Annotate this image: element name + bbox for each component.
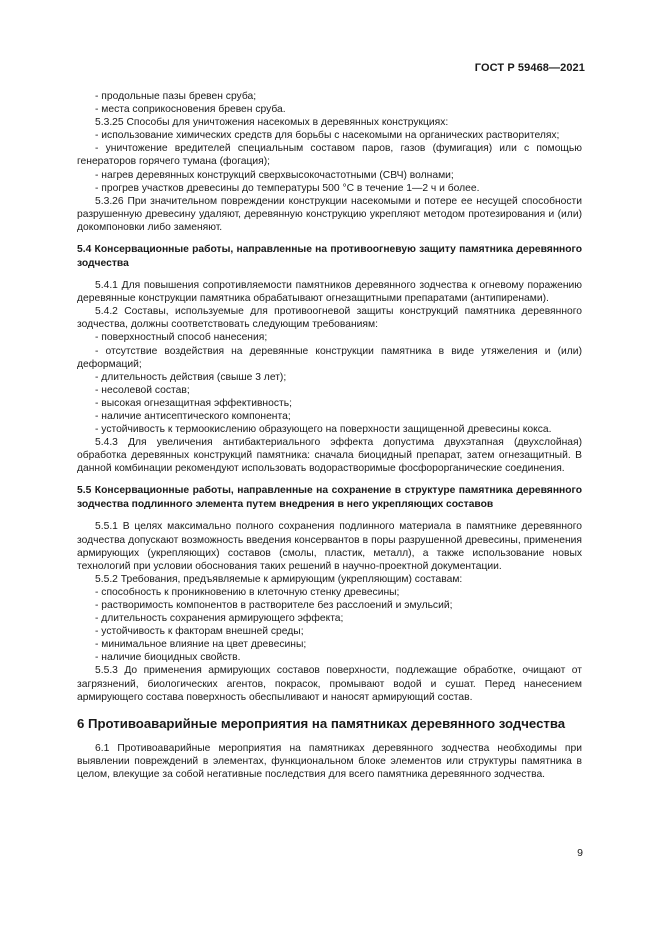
section-heading-5-4: 5.4 Консервационные работы, направленные на противоогневую защиту памятника деревянного зодчества (77, 244, 582, 269)
list-item: - устойчивость к термоокислению образующего на поверхности защищенной древесины кокса. (95, 424, 552, 436)
list-item: - использование химических средств для борьбы с насекомыми на органических растворителях; (95, 130, 560, 142)
paragraph-5-3-25: 5.3.25 Способы для уничтожения насекомых в деревянных конструкциях: (95, 117, 449, 129)
list-item: - способность к проникновению в клеточную стенку древесины; (95, 586, 400, 598)
list-item: - поверхностный способ нанесения; (95, 332, 268, 344)
paragraph-5-4-1: 5.4.1 Для повышения сопротивляемости памятников деревянного зодчества к огневому поражению деревянные конструкции памятника обрабатывают огнезащитными препаратами (антипиренами). (77, 280, 582, 305)
page-number: 9 (577, 847, 583, 859)
list-item: - места соприкосновения бревен сруба. (95, 104, 286, 116)
list-item: - прогрев участков древесины до температуры 500 °С в течение 1—2 ч и более. (95, 182, 480, 194)
paragraph-5-5-3: 5.5.3 До применения армирующих составов поверхности, подлежащие обработке, очищают от загрязнений, биологических агентов, покрасок, промывают водой и сушат. Перед нанесением армирующего состава поверхность обеспыливают и наносят армирующий состав. (77, 665, 582, 703)
list-item: - несолевой состав; (95, 384, 190, 396)
document-code: ГОСТ Р 59468—2021 (474, 62, 585, 74)
section-heading-5-5: 5.5 Консервационные работы, направленные на сохранение в структуре памятника деревянного зодчества подлинного элемента путем внедрения в него укрепляющих составов (77, 485, 582, 510)
list-item: - наличие антисептического компонента; (95, 410, 291, 422)
paragraph-6-1: 6.1 Противоаварийные мероприятия на памятниках деревянного зодчества необходимы при выявлении повреждений в элементах, функциональном блоке элементов или структуры памятника в целом, влекущие за собой негативные последствия для всего памятника деревянного зодчества. (77, 742, 582, 780)
paragraph-5-3-26: 5.3.26 При значительном повреждении конструкции насекомыми и потере ее несущей способности разрушенную древесину удаляют, деревянную конструкцию укрепляют методом протезирования и (или) докомпоновки либо заменяют. (77, 195, 582, 233)
list-item: - длительность действия (свыше 3 лет); (95, 371, 287, 383)
list-item: - растворимость компонентов в растворителе без расслоений и эмульсий; (95, 600, 453, 611)
document-body (77, 90, 582, 781)
paragraph-5-4-3: 5.4.3 Для увеличения антибактериального эффекта допустима двухэтапная (двухслойная) обработка деревянных конструкций памятника: сначала биоцидный препарат, затем огнезащитный. В данной комбинации рекомендуют использовать водорастворимые фосфорорганические соединения. (77, 437, 582, 475)
list-item: - отсутствие воздействия на деревянные конструкции памятника в виде утяжеления и (или) деформаций; (77, 345, 582, 370)
list-item: - минимальное влияние на цвет древесины; (95, 639, 307, 651)
section-heading-6: 6 Противоаварийные мероприятия на памятниках деревянного зодчества (77, 715, 566, 731)
list-item: - высокая огнезащитная эффективность; (95, 397, 292, 409)
list-item: - наличие биоцидных свойств. (95, 652, 241, 664)
paragraph-5-4-2: 5.4.2 Составы, используемые для противоогневой защиты конструкций памятника деревянного зодчества, должны соответствовать следующим требованиям: (77, 306, 582, 331)
list-item: - уничтожение вредителей специальным составом паров, газов (фумигация) или с помощью генераторов горячего тумана (фогация); (77, 143, 582, 168)
list-item: - длительность сохранения армирующего эффекта; (95, 613, 344, 625)
list-item: - устойчивость к факторам внешней среды; (95, 626, 304, 638)
paragraph-5-5-1: 5.5.1 В целях максимально полного сохранения подлинного материала в памятнике деревянного зодчества допускают возможность введения консервантов в поры разрушенной древесины, применения армирующих (укрепляющих) составов (смолы, пластик, металл), а также использование новых технологий при условии обоснования таких решений в научно-проектной документации. (77, 521, 582, 572)
list-item: - нагрев деревянных конструкций сверхвысокочастотными (СВЧ) волнами; (95, 169, 454, 181)
list-item: - продольные пазы бревен сруба; (95, 91, 257, 102)
paragraph-5-5-2: 5.5.2 Требования, предъявляемые к армирующим (укрепляющим) составам: (95, 573, 463, 585)
